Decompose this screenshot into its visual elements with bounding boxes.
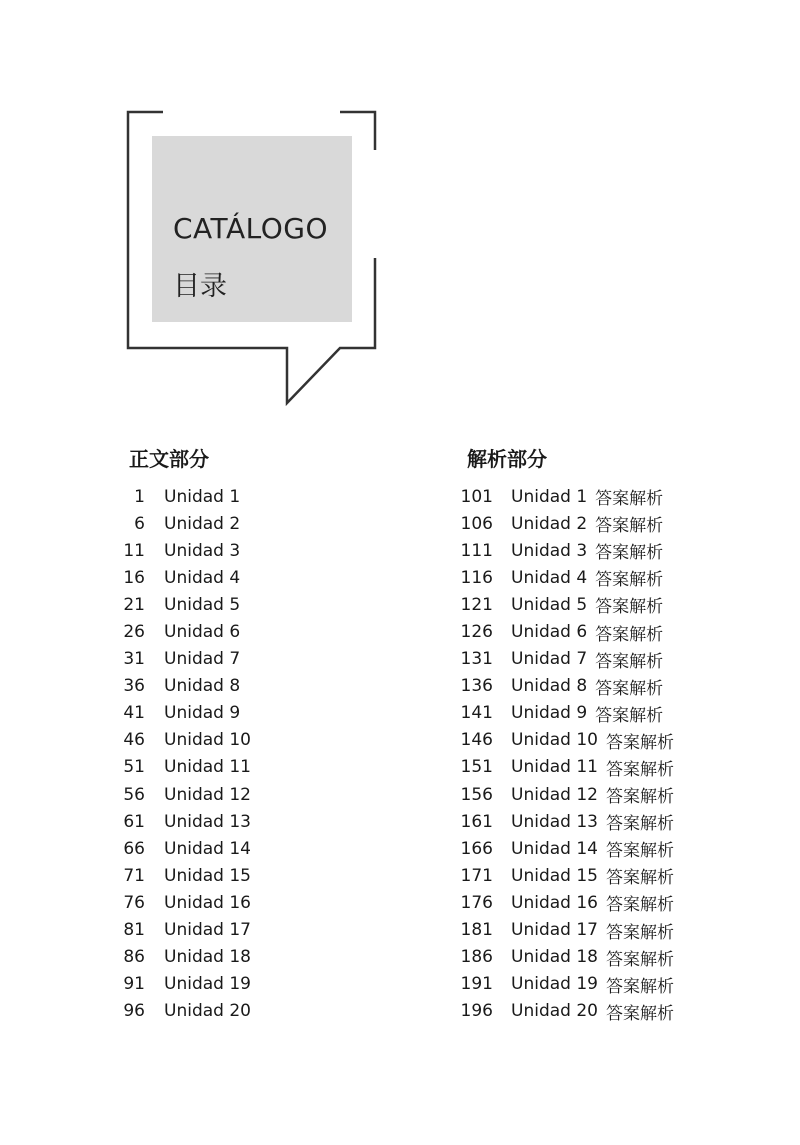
toc-unit-title: Unidad 1	[511, 486, 588, 507]
toc-unit-title: Unidad 16	[511, 892, 598, 913]
toc-unit-title: Unidad 17	[164, 920, 251, 941]
toc-answer-label: 答案解析	[605, 922, 674, 943]
toc-page-number: 56	[123, 784, 145, 805]
toc-entry[interactable]	[110, 537, 251, 564]
catalog-title-chinese: 目录	[173, 271, 227, 302]
toc-entry[interactable]	[450, 781, 674, 808]
toc-page-number: 6	[134, 513, 145, 534]
toc-page-number: 46	[123, 730, 145, 751]
toc-page-number: 146	[460, 730, 493, 751]
toc-unit-title: Unidad 1	[164, 486, 241, 507]
toc-page-number: 21	[123, 594, 145, 615]
toc-page-number: 16	[123, 567, 145, 588]
toc-page-number: 36	[123, 676, 145, 697]
toc-page-number: 81	[123, 920, 145, 941]
toc-entry[interactable]	[450, 618, 674, 645]
toc-unit-title: Unidad 13	[511, 811, 598, 832]
toc-page-number: 76	[123, 892, 145, 913]
toc-page-number: 41	[123, 703, 145, 724]
toc-answer-label: 答案解析	[595, 516, 664, 537]
toc-entry[interactable]	[450, 673, 674, 700]
toc-page-number: 71	[123, 865, 145, 886]
toc-answer-label: 答案解析	[605, 732, 674, 753]
toc-entry[interactable]	[450, 564, 674, 591]
toc-unit-title: Unidad 2	[511, 513, 588, 534]
toc-page-number: 176	[460, 892, 493, 913]
toc-unit-title: Unidad 18	[164, 947, 251, 968]
toc-entry[interactable]	[110, 944, 251, 971]
toc-page-number: 111	[460, 540, 493, 561]
toc-entry[interactable]	[110, 917, 251, 944]
toc-page-number: 171	[460, 865, 493, 886]
toc-page-number: 31	[123, 649, 145, 670]
toc-page-number: 141	[460, 703, 493, 724]
toc-unit-title: Unidad 3	[164, 540, 241, 561]
toc-unit-title: Unidad 19	[164, 974, 251, 995]
toc-unit-title: Unidad 4	[164, 567, 241, 588]
toc-unit-title: Unidad 13	[164, 811, 251, 832]
toc-unit-title: Unidad 7	[164, 649, 241, 670]
toc-entry[interactable]	[110, 835, 251, 862]
toc-entry[interactable]	[450, 835, 674, 862]
toc-entry[interactable]	[450, 971, 674, 998]
toc-entry[interactable]	[450, 727, 674, 754]
toc-unit-title: Unidad 4	[511, 567, 588, 588]
toc-unit-title: Unidad 8	[511, 676, 588, 697]
toc-entry[interactable]	[450, 808, 674, 835]
toc-unit-title: Unidad 10	[511, 730, 598, 751]
toc-answer-label: 答案解析	[605, 814, 674, 835]
toc-page-number: 86	[123, 947, 145, 968]
toc-entry[interactable]	[110, 862, 251, 889]
toc-unit-title: Unidad 9	[164, 703, 241, 724]
toc-answer-label: 答案解析	[605, 895, 674, 916]
toc-entry[interactable]	[450, 537, 674, 564]
toc-entry[interactable]	[110, 700, 251, 727]
toc-unit-title: Unidad 14	[511, 838, 598, 859]
answers-section-heading: 解析部分	[467, 447, 547, 471]
toc-entry[interactable]	[450, 700, 674, 727]
toc-entry[interactable]	[110, 998, 251, 1025]
answers-toc-list	[450, 483, 674, 1025]
toc-entry[interactable]	[110, 483, 251, 510]
toc-unit-title: Unidad 10	[164, 730, 251, 751]
toc-unit-title: Unidad 7	[511, 649, 588, 670]
toc-entry[interactable]	[110, 727, 251, 754]
toc-page-number: 136	[460, 676, 493, 697]
toc-page-number: 156	[460, 784, 493, 805]
toc-entry[interactable]	[110, 889, 251, 916]
toc-page-number: 191	[460, 974, 493, 995]
toc-entry[interactable]	[110, 971, 251, 998]
toc-page-number: 96	[123, 1001, 145, 1022]
toc-page-number: 151	[460, 757, 493, 778]
speech-bubble-frame	[0, 0, 800, 420]
toc-unit-title: Unidad 8	[164, 676, 241, 697]
toc-entry[interactable]	[450, 483, 674, 510]
catalog-title: CATÁLOGO	[173, 212, 328, 245]
toc-page-number: 91	[123, 974, 145, 995]
toc-answer-label: 答案解析	[605, 787, 674, 808]
toc-page-number: 196	[460, 1001, 493, 1022]
toc-answer-label: 答案解析	[595, 543, 664, 564]
toc-page-number: 66	[123, 838, 145, 859]
toc-unit-title: Unidad 12	[164, 784, 251, 805]
toc-page-number: 11	[123, 540, 145, 561]
toc-page-number: 51	[123, 757, 145, 778]
toc-entry[interactable]	[110, 781, 251, 808]
toc-unit-title: Unidad 20	[511, 1001, 598, 1022]
toc-unit-title: Unidad 11	[511, 757, 598, 778]
toc-page-number: 1	[134, 486, 145, 507]
toc-entry[interactable]	[450, 998, 674, 1025]
toc-unit-title: Unidad 5	[164, 594, 241, 615]
toc-page-number: 181	[460, 920, 493, 941]
toc-entry[interactable]	[110, 673, 251, 700]
toc-entry[interactable]	[450, 862, 674, 889]
toc-unit-title: Unidad 16	[164, 892, 251, 913]
toc-page-number: 126	[460, 622, 493, 643]
toc-page-number: 131	[460, 649, 493, 670]
toc-answer-label: 答案解析	[595, 705, 664, 726]
toc-answer-label: 答案解析	[595, 489, 664, 510]
toc-entry[interactable]	[110, 754, 251, 781]
toc-unit-title: Unidad 2	[164, 513, 241, 534]
toc-entry[interactable]	[450, 646, 674, 673]
toc-answer-label: 答案解析	[595, 597, 664, 618]
toc-entry[interactable]	[450, 944, 674, 971]
toc-page-number: 121	[460, 594, 493, 615]
toc-page-number: 26	[123, 622, 145, 643]
toc-page-number: 166	[460, 838, 493, 859]
toc-answer-label: 答案解析	[595, 570, 664, 591]
toc-page-number: 106	[460, 513, 493, 534]
toc-unit-title: Unidad 19	[511, 974, 598, 995]
toc-answer-label: 答案解析	[605, 841, 674, 862]
toc-entry[interactable]	[110, 510, 251, 537]
toc-entry[interactable]	[450, 889, 674, 916]
toc-unit-title: Unidad 15	[164, 865, 251, 886]
toc-unit-title: Unidad 15	[511, 865, 598, 886]
toc-page-number: 161	[460, 811, 493, 832]
toc-answer-label: 答案解析	[595, 678, 664, 699]
toc-page-number: 116	[460, 567, 493, 588]
toc-answer-label: 答案解析	[605, 759, 674, 780]
toc-answer-label: 答案解析	[595, 651, 664, 672]
toc-entry[interactable]	[110, 564, 251, 591]
toc-unit-title: Unidad 6	[511, 622, 588, 643]
toc-answer-label: 答案解析	[605, 976, 674, 997]
toc-unit-title: Unidad 3	[511, 540, 588, 561]
toc-unit-title: Unidad 12	[511, 784, 598, 805]
toc-unit-title: Unidad 18	[511, 947, 598, 968]
toc-entry[interactable]	[450, 754, 674, 781]
toc-entry[interactable]	[110, 591, 251, 618]
toc-answer-label: 答案解析	[605, 1003, 674, 1024]
toc-entry[interactable]	[110, 618, 251, 645]
toc-unit-title: Unidad 11	[164, 757, 251, 778]
toc-entry[interactable]	[110, 808, 251, 835]
toc-entry[interactable]	[450, 591, 674, 618]
toc-unit-title: Unidad 9	[511, 703, 588, 724]
toc-page-number: 61	[123, 811, 145, 832]
toc-answer-label: 答案解析	[605, 868, 674, 889]
toc-entry[interactable]	[450, 510, 674, 537]
toc-unit-title: Unidad 6	[164, 622, 241, 643]
main-toc-list	[110, 483, 251, 1025]
toc-unit-title: Unidad 17	[511, 920, 598, 941]
toc-entry[interactable]	[450, 917, 674, 944]
toc-page-number: 186	[460, 947, 493, 968]
toc-entry[interactable]	[110, 646, 251, 673]
main-section-heading: 正文部分	[129, 447, 209, 471]
toc-unit-title: Unidad 20	[164, 1001, 251, 1022]
toc-unit-title: Unidad 14	[164, 838, 251, 859]
toc-answer-label: 答案解析	[595, 624, 664, 645]
toc-page-number: 101	[460, 486, 493, 507]
toc-unit-title: Unidad 5	[511, 594, 588, 615]
toc-answer-label: 答案解析	[605, 949, 674, 970]
